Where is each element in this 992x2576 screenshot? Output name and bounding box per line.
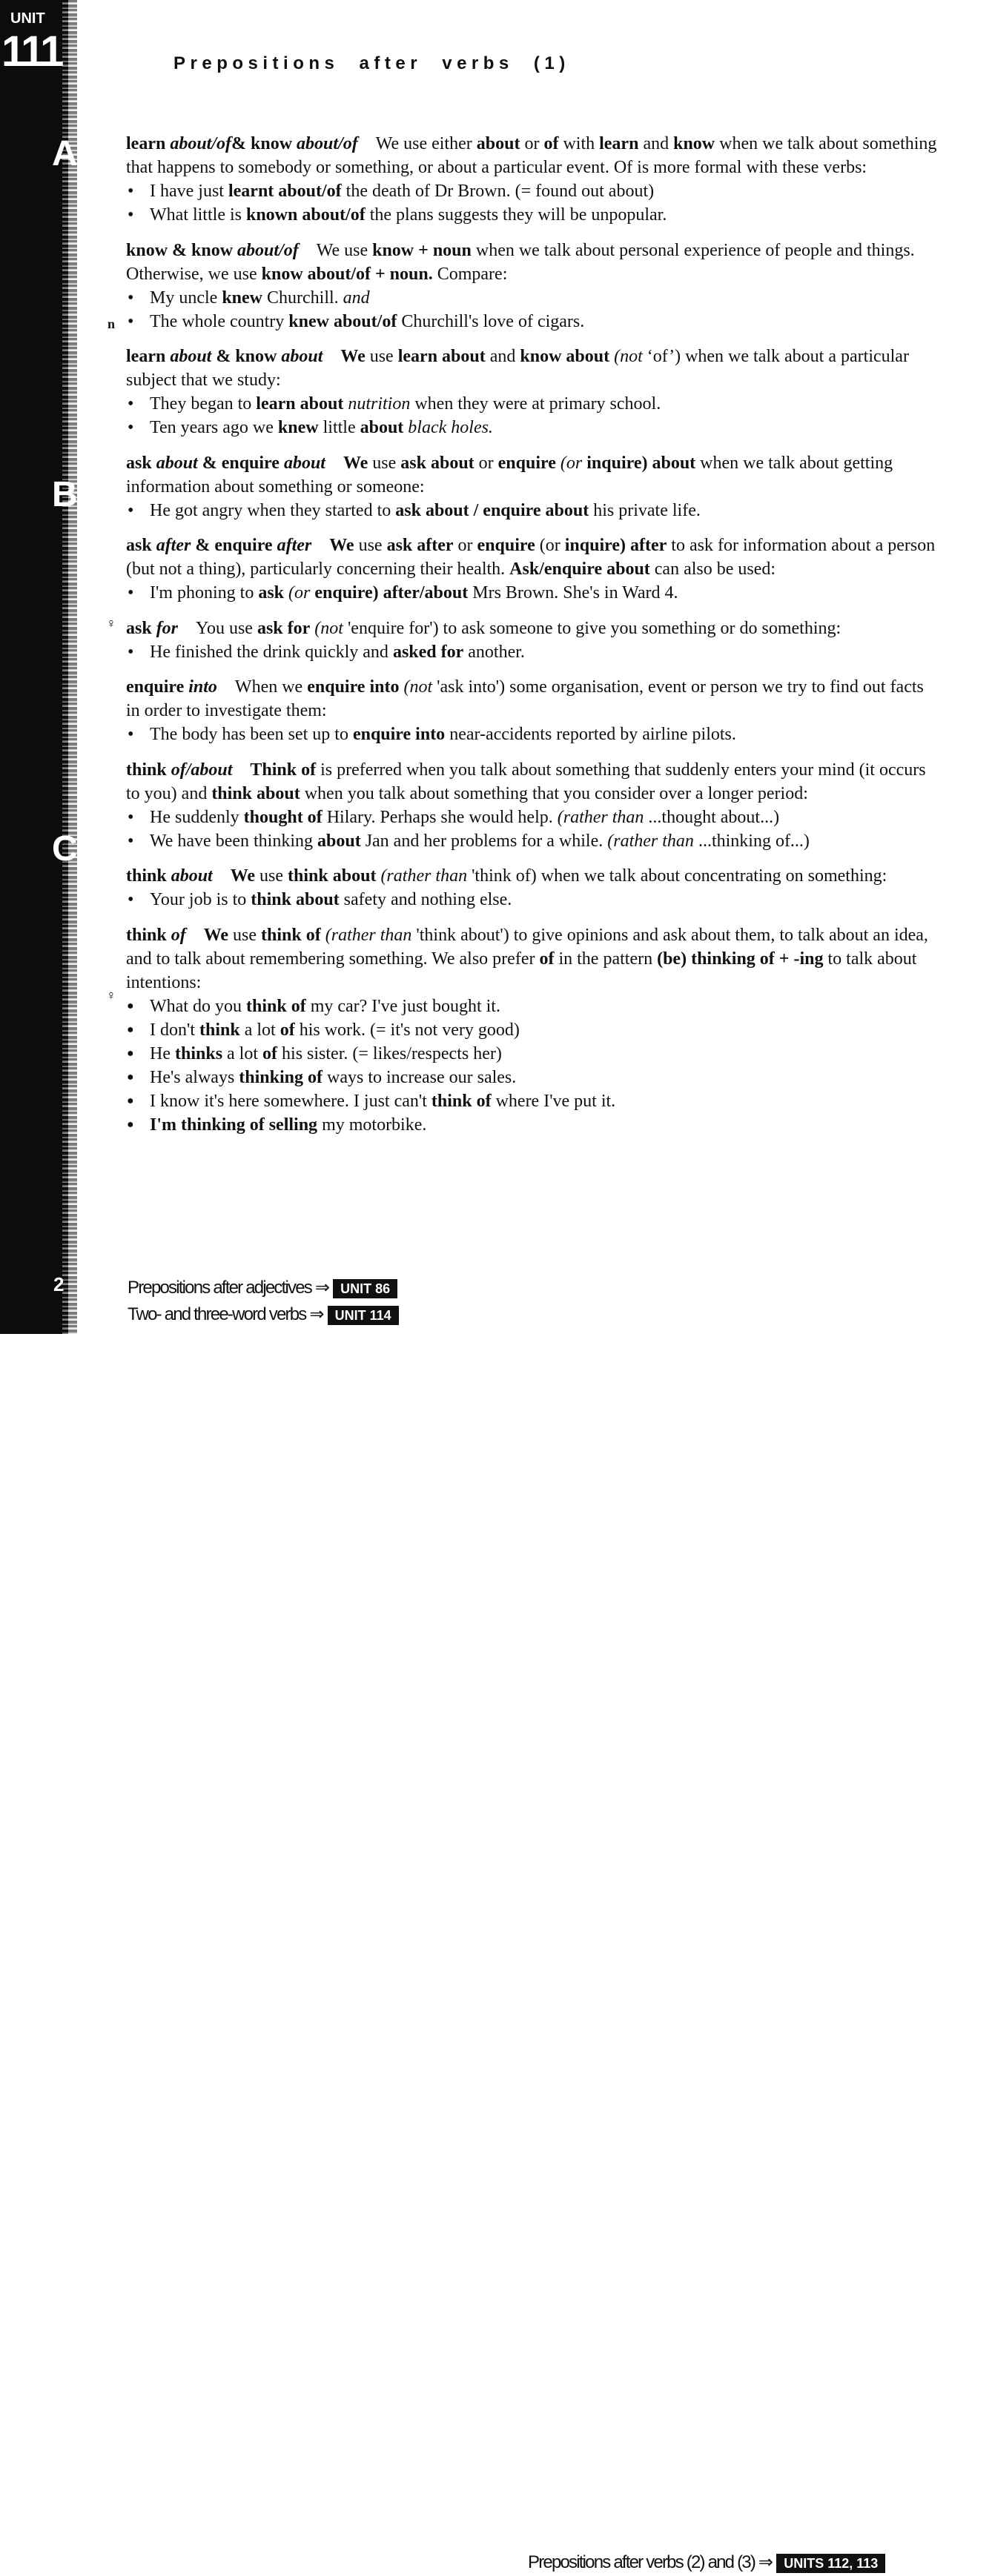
grammar-body: When we enquire into (not 'ask into') some organisation, event or person we try to find out facts in order to investigate them: (126, 677, 924, 720)
example-list (126, 179, 942, 227)
grammar-heading: learn about/of& know about/of (126, 134, 358, 153)
unit-label: UNIT (10, 10, 45, 27)
example-list (126, 806, 942, 853)
grammar-body: Think of is preferred when you talk about something that suddenly enters your mind (it occurs to you) and think about when you talk about something that you consider over a longer period: (126, 760, 926, 803)
page-title: Prepositions after verbs (1) (173, 53, 570, 73)
grammar-body: You use ask for (not 'enquire for') to ask someone to give you something or do something: (196, 618, 841, 638)
example-list (126, 995, 942, 1137)
example-sentence: • They began to learn about nutrition when they were at primary school. (150, 392, 942, 416)
grammar-heading: enquire into (126, 677, 217, 697)
grammar-block-think-about (126, 864, 942, 912)
note-marker: ♀ (106, 988, 116, 1003)
grammar-explanation (126, 864, 942, 888)
example-sentence: • The whole country knew about/of Churchill's love of cigars. (150, 310, 942, 333)
grammar-heading: think of (126, 925, 186, 945)
example-sentence: • The body has been set up to enquire into near-accidents reported by airline pilots. (150, 723, 942, 746)
grammar-block-think-of-about (126, 758, 942, 853)
grammar-explanation (126, 239, 942, 286)
example-sentence: • Your job is to think about safety and nothing else. (150, 888, 942, 912)
grammar-body: We use think of (rather than 'think about') to give opinions and ask about them, to talk about an idea, and to talk about remembering something. We also prefer of in the pattern (be) thinking of + -ing to talk about intentions: (126, 925, 928, 992)
example-list (126, 392, 942, 439)
cross-reference[interactable] (128, 1275, 399, 1301)
example-list (126, 888, 942, 912)
grammar-heading: learn about & know about (126, 347, 323, 366)
example-sentence: • He finished the drink quickly and asked for another. (150, 640, 942, 664)
note-marker: ♀ (106, 616, 116, 631)
example-list (126, 723, 942, 746)
grammar-explanation (126, 675, 942, 723)
grammar-block-know-know-about-of (126, 239, 942, 333)
example-sentence: • Ten years ago we knew little about black holes. (150, 416, 942, 439)
cross-reference[interactable] (128, 1301, 399, 1328)
example-list (126, 640, 942, 664)
grammar-body: We use know + noun when we talk about personal experience of people and things. Otherwise, we use know about/of + noun. Compare: (126, 240, 915, 284)
grammar-body: We use learn about and know about (not ‘of’) when we talk about a particular subject that we study: (126, 347, 909, 390)
cross-reference-text: Two- and three-word verbs ⇒ (128, 1304, 323, 1324)
grammar-heading: ask for (126, 618, 179, 638)
page-number: 2 (53, 1273, 65, 1295)
section-letter-c: C (52, 829, 78, 869)
unit-link-114[interactable]: UNIT 114 (328, 1306, 399, 1325)
example-list (126, 286, 942, 333)
unit-link-86[interactable]: UNIT 86 (333, 1279, 397, 1298)
example-sentence: ● I'm thinking of selling my motorbike. (150, 1113, 942, 1137)
grammar-heading: ask about & enquire about (126, 453, 325, 473)
grammar-block-ask-for (126, 617, 942, 664)
grammar-explanation (126, 451, 942, 499)
grammar-block-think-of (126, 923, 942, 1137)
grammar-heading: ask after & enquire after (126, 536, 312, 555)
note-marker: n (107, 316, 115, 331)
example-list (126, 581, 942, 605)
grammar-body: We use either about or of with learn and know when we talk about something that happens to somebody or something, or about a particular event. Of is more formal with these verbs: (126, 134, 937, 177)
grammar-explanation (126, 923, 942, 995)
example-sentence: • He suddenly thought of Hilary. Perhaps she would help. (rather than ...thought about...) (150, 806, 942, 829)
section-letter-a: A (52, 134, 78, 173)
grammar-explanation (126, 345, 942, 392)
grammar-body: We use think about (rather than 'think of) when we talk about concentrating on something: (230, 866, 887, 886)
grammar-block-learn-know-about-of (126, 132, 942, 227)
example-sentence: ● What do you think of my car? I've just bought it. (150, 995, 942, 1018)
grammar-heading: think of/about (126, 760, 233, 780)
grammar-explanation (126, 534, 942, 581)
section-letter-b: B (52, 475, 78, 514)
grammar-block-learn-know-about (126, 345, 942, 439)
example-list (126, 499, 942, 522)
grammar-explanation (126, 617, 942, 640)
grammar-explanation (126, 758, 942, 806)
example-sentence: ● I don't think a lot of his work. (= it's not very good) (150, 1018, 942, 1042)
grammar-block-ask-enquire-about (126, 451, 942, 522)
sidebar-edge (62, 0, 77, 1334)
unit-sidebar (0, 0, 68, 1334)
cross-reference-text: Prepositions after adjectives ⇒ (128, 1278, 329, 1298)
grammar-body: We use ask about or enquire (or inquire) about when we talk about getting information about something or someone: (126, 453, 893, 497)
cross-reference[interactable] (528, 2549, 885, 2576)
example-sentence: • I'm phoning to ask (or enquire) after/about Mrs Brown. She's in Ward 4. (150, 581, 942, 605)
example-sentence: • My uncle knew Churchill. and (150, 286, 942, 310)
grammar-explanation (126, 132, 942, 179)
example-sentence: • I have just learnt about/of the death of Dr Brown. (= found out about) (150, 179, 942, 203)
unit-link-112-113[interactable]: UNITS 112, 113 (776, 2554, 885, 2573)
example-sentence: • He got angry when they started to ask about / enquire about his private life. (150, 499, 942, 522)
example-sentence: ● He's always thinking of ways to increase our sales. (150, 1066, 942, 1089)
content (126, 132, 942, 1148)
example-sentence: ● I know it's here somewhere. I just can't think of where I've put it. (150, 1089, 942, 1113)
footer (128, 1275, 879, 2572)
example-sentence: • We have been thinking about Jan and her problems for a while. (rather than ...thinking of...) (150, 829, 942, 853)
grammar-body: We use ask after or enquire (or inquire) after to ask for information about a person (but not a thing), particularly concerning their health. Ask/enquire about can also be used: (126, 536, 936, 579)
grammar-block-enquire-into (126, 675, 942, 746)
example-sentence: • What little is known about/of the plans suggests they will be unpopular. (150, 203, 942, 227)
cross-reference-text: Prepositions after verbs (2) and (3) ⇒ (528, 2552, 773, 2572)
example-sentence: ● He thinks a lot of his sister. (= likes/respects her) (150, 1042, 942, 1066)
unit-number: 111 (1, 27, 62, 76)
grammar-heading: think about (126, 866, 213, 886)
grammar-heading: know & know about/of (126, 240, 299, 260)
grammar-block-ask-enquire-after (126, 534, 942, 605)
